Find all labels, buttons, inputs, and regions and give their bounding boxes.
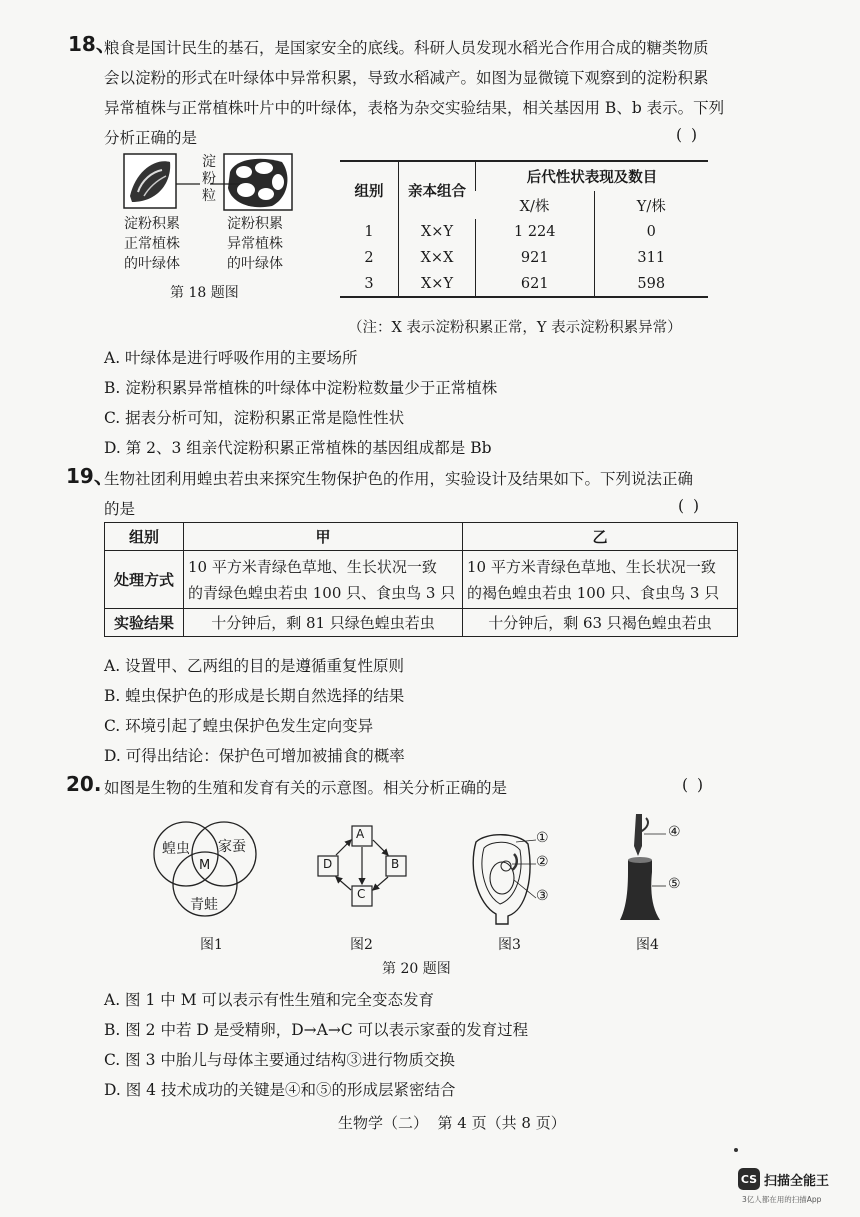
q20-option-d[interactable]: D. 图 4 技术成功的关键是④和⑤的形成层紧密结合 [104, 1081, 456, 1099]
q18-chloroplast-figure [122, 152, 298, 302]
cell: X×Y [399, 219, 476, 245]
caption-line: 正常植株 [124, 236, 180, 252]
caption-line: 的叶绿体 [124, 256, 180, 272]
q20-fig3-uterus [468, 830, 558, 926]
question-number-20: 20. [66, 772, 102, 796]
col-a: 甲 [184, 523, 463, 551]
fig4-marker-5: ⑤ [668, 876, 681, 892]
q18-table-note: （注：X 表示淀粉积累正常，Y 表示淀粉积累异常） [348, 320, 682, 336]
result-b-cell: 十分钟后，剩 63 只褐色蝗虫若虫 [463, 609, 738, 637]
col-group: 组别 [354, 183, 384, 200]
page-footer: 生物学（二） 第 4 页（共 8 页） [338, 1114, 566, 1132]
q20-figure-title: 第 20 题图 [382, 961, 451, 977]
fig3-marker-1: ① [536, 830, 549, 846]
q18-stem-line-1: 粮食是国计民生的基石，是国家安全的底线。科研人员发现水稻光合作用合成的糖类物质 [104, 39, 709, 57]
venn-label-frog: 青蛙 [190, 897, 218, 913]
q18-option-c[interactable]: C. 据表分析可知，淀粉积累正常是隐性性状 [104, 409, 405, 427]
method-a-cell [184, 551, 463, 609]
cell-line: 的褐色蝗虫若虫 100 只、食虫鸟 3 只 [467, 583, 720, 602]
question-number-18: 18、 [68, 32, 116, 56]
col-x: X/株 [519, 198, 550, 215]
pointer-label-char: 淀 [202, 154, 216, 170]
cycle-node-c: C [357, 887, 366, 901]
q18-option-d[interactable]: D. 第 2、3 组亲代淀粉积累正常植株的基因组成都是 Bb [104, 439, 492, 457]
method-b-cell [463, 551, 738, 609]
q20-fig2-cycle [314, 824, 410, 910]
table-row [105, 551, 738, 609]
cell-line: 的青绿色蝗虫若虫 100 只、食虫鸟 3 只 [188, 583, 456, 602]
col-b: 乙 [463, 523, 738, 551]
q18-option-b[interactable]: B. 淀粉积累异常植株的叶绿体中淀粉粒数量少于正常植株 [104, 379, 498, 397]
result-a-cell: 十分钟后，剩 81 只绿色蝗虫若虫 [184, 609, 463, 637]
venn-label-m: M [199, 858, 211, 873]
watermark-name: 扫描全能王 [764, 1173, 830, 1189]
cell: X×Y [399, 271, 476, 297]
watermark-dot [734, 1148, 738, 1152]
fig1-label: 图1 [200, 937, 223, 953]
q18-cross-table [340, 160, 708, 298]
cycle-node-d: D [323, 857, 333, 871]
q20-fig1-venn [150, 818, 260, 938]
q19-option-b[interactable]: B. 蝗虫保护色的形成是长期自然选择的结果 [104, 687, 405, 705]
fig2-label: 图2 [350, 937, 373, 953]
venn-label-silkworm: 家蚕 [218, 839, 246, 855]
watermark-tagline: 3亿人都在用的扫描App [742, 1195, 822, 1204]
row-result: 实验结果 [105, 609, 184, 637]
fig3-label: 图3 [498, 937, 521, 953]
col-y: Y/株 [594, 191, 708, 219]
table-row [340, 271, 708, 297]
cell: 921 [476, 245, 595, 271]
q18-stem-line-3: 异常植株与正常植株叶片中的叶绿体，表格为杂交实验结果，相关基因用 B、b 表示。下列 [104, 99, 725, 117]
q20-fig4-graft [612, 812, 692, 928]
q18-figure-title: 第 18 题图 [170, 285, 239, 301]
q19-option-a[interactable]: A. 设置甲、乙两组的目的是遵循重复性原则 [104, 657, 405, 675]
col-parents: 亲本组合 [399, 161, 476, 219]
q18-answer-bracket: ( ) [676, 126, 700, 144]
q20-option-a[interactable]: A. 图 1 中 M 可以表示有性生殖和完全变态发育 [104, 991, 434, 1009]
q19-experiment-table [104, 522, 738, 637]
q19-option-d[interactable]: D. 可得出结论：保护色可增加被捕食的概率 [104, 747, 405, 765]
table-row [105, 609, 738, 637]
caption-line: 的叶绿体 [227, 256, 283, 272]
cell: 621 [476, 271, 595, 297]
q18-stem-line-2: 会以淀粉的形式在叶绿体中异常积累，导致水稻减产。如图为显微镜下观察到的淀粉积累 [104, 69, 709, 87]
q20-option-c[interactable]: C. 图 3 中胎儿与母体主要通过结构③进行物质交换 [104, 1051, 455, 1069]
fig4-marker-4: ④ [668, 824, 681, 840]
q19-option-c[interactable]: C. 环境引起了蝗虫保护色发生定向变异 [104, 717, 374, 735]
q20-option-b[interactable]: B. 图 2 中若 D 是受精卵，D→A→C 可以表示家蚕的发育过程 [104, 1021, 529, 1039]
caption-line: 淀粉积累 [124, 216, 180, 232]
q18-option-a[interactable]: A. 叶绿体是进行呼吸作用的主要场所 [104, 349, 358, 367]
fig4-label: 图4 [636, 937, 659, 953]
q19-stem-line-1: 生物社团利用蝗虫若虫来探究生物保护色的作用，实验设计及结果如下。下列说法正确 [104, 470, 694, 488]
camscanner-logo-icon: CS [738, 1168, 760, 1190]
q19-stem-line-2: 的是 [104, 500, 136, 518]
normal-chloroplast-caption [122, 214, 182, 274]
q19-answer-bracket: ( ) [678, 497, 702, 515]
abnormal-chloroplast-caption [222, 214, 288, 274]
q20-answer-bracket: ( ) [682, 776, 706, 794]
cell-line: 10 平方米青绿色草地、生长状况一致 [467, 557, 716, 576]
caption-line: 异常植株 [227, 236, 283, 252]
cell: 2 [364, 250, 374, 266]
cell-line: 10 平方米青绿色草地、生长状况一致 [188, 557, 437, 576]
cell: 1 [364, 224, 374, 240]
col-offspring: 后代性状表现及数目 [476, 161, 709, 191]
q20-stem: 如图是生物的生殖和发育有关的示意图。相关分析正确的是 [104, 779, 508, 797]
cell: 598 [594, 271, 708, 297]
table-row [340, 219, 708, 245]
fig3-marker-2: ② [536, 854, 549, 870]
caption-line: 淀粉积累 [227, 216, 283, 232]
cell: X×X [399, 245, 476, 271]
cell: 1 224 [476, 219, 595, 245]
cell: 311 [594, 245, 708, 271]
row-method: 处理方式 [105, 551, 184, 609]
question-number-19: 19、 [66, 464, 114, 488]
starch-grain-pointer-label [202, 154, 218, 205]
cell: 3 [364, 275, 374, 292]
cell: 0 [594, 219, 708, 245]
pointer-label-char: 粉 [202, 171, 216, 187]
venn-label-locust: 蝗虫 [162, 841, 190, 857]
cycle-node-b: B [391, 857, 400, 871]
cycle-node-a: A [356, 827, 365, 841]
fig3-marker-3: ③ [536, 888, 549, 904]
pointer-label-char: 粒 [202, 188, 216, 204]
q18-stem-line-4: 分析正确的是 [104, 129, 198, 147]
table-row [340, 245, 708, 271]
col-group: 组别 [105, 523, 184, 551]
scanner-watermark [738, 1168, 829, 1190]
